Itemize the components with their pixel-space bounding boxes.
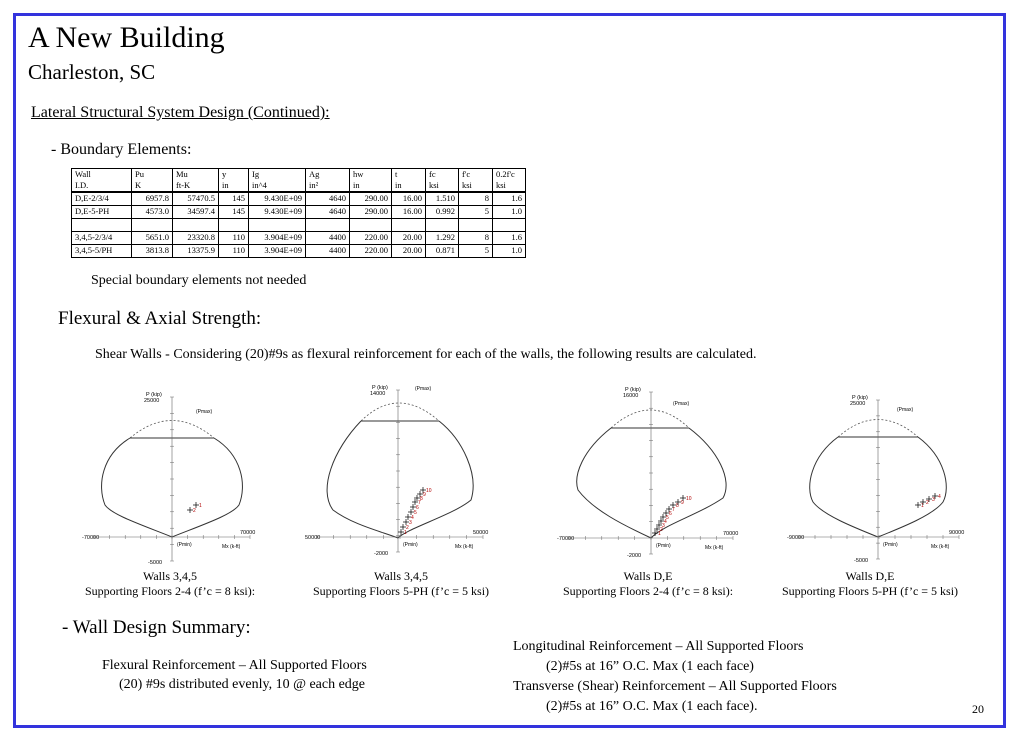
table-cell: 1.6 [493, 232, 526, 245]
table-header-cell [72, 169, 132, 193]
pmin-label: (Pmin) [177, 542, 192, 548]
x-tick-label-right: 70000 [240, 530, 256, 536]
table-cell: 1.6 [493, 192, 526, 206]
table-cell: 3813.8 [132, 245, 173, 258]
y-tick-label-top: 25000 [144, 398, 160, 404]
x-tick-label-left: -90000 [787, 535, 805, 541]
chart-caption-3 [528, 569, 768, 599]
table-header-cell [426, 169, 459, 193]
caption-4-line2: Supporting Floors 5-PH (f’c = 5 ksi) [781, 584, 959, 598]
y-tick-label-top: 16000 [623, 393, 639, 399]
y-axis-label: P (kip) [625, 387, 641, 393]
demand-point-label: 3 [409, 520, 412, 526]
table-cell: 8 [459, 192, 493, 206]
demand-point-label: 1 [199, 503, 202, 509]
table-cell: 1.510 [426, 192, 459, 206]
table-row [72, 192, 526, 206]
y-axis-label: P (kip) [852, 395, 868, 401]
pmin-label: (Pmin) [883, 542, 898, 548]
demand-point-label: 5 [666, 515, 669, 521]
header-unit: ksi [462, 180, 472, 190]
demand-point-label: 9 [423, 492, 426, 498]
table-row [72, 219, 526, 232]
x-axis-label: Mx (k-ft) [931, 544, 950, 550]
demand-point-label: 9 [681, 500, 684, 506]
table-cell: 3,4,5-5/PH [72, 245, 132, 258]
table-header-row [72, 169, 526, 193]
demand-point-label: 5 [414, 510, 417, 516]
flexural-reinforcement [102, 656, 367, 694]
table-header-cell [306, 169, 350, 193]
interaction-diagram-3 [553, 380, 748, 566]
header-name: t [395, 169, 398, 179]
flexural-reinforcement-line2: (20) #9s distributed evenly, 10 @ each edge [119, 677, 366, 692]
chart-caption-4 [750, 569, 990, 599]
table-cell: 34597.4 [173, 206, 219, 219]
interaction-diagram-1 [72, 385, 262, 567]
table-row [72, 206, 526, 219]
table-cell [306, 219, 350, 232]
table-cell: 1.0 [493, 245, 526, 258]
x-tick-label-left: -70000 [82, 535, 100, 541]
table-cell: 110 [219, 245, 249, 258]
table-cell: 13375.9 [173, 245, 219, 258]
header-unit: K [135, 180, 142, 190]
table-cell [493, 219, 526, 232]
table-cell: 4400 [306, 245, 350, 258]
table-cell: 290.00 [350, 192, 392, 206]
table-cell: 20.00 [392, 232, 426, 245]
table-cell: 3,4,5-2/3/4 [72, 232, 132, 245]
table-cell: 6957.8 [132, 192, 173, 206]
interaction-envelope [327, 421, 473, 538]
demand-point-label: 4 [664, 519, 667, 525]
table-header-cell [132, 169, 173, 193]
table-header-cell [173, 169, 219, 193]
y-tick-label-bottom: -5000 [148, 560, 163, 566]
table-header-cell [459, 169, 493, 193]
table-cell: 5 [459, 245, 493, 258]
header-unit: in^4 [252, 180, 267, 190]
demand-point-label: 8 [420, 496, 423, 502]
table-header-cell [493, 169, 526, 193]
table-row [72, 245, 526, 258]
table-cell: 1.292 [426, 232, 459, 245]
y-tick-label-bottom: -2000 [627, 553, 642, 559]
table-cell [173, 219, 219, 232]
demand-point-label: 2 [926, 500, 929, 506]
reinforcement-notes [513, 637, 837, 717]
caption-1-line2: Supporting Floors 2-4 (f’c = 8 ksi): [84, 584, 256, 598]
table-cell: 8 [459, 232, 493, 245]
caption-3-line2: Supporting Floors 2-4 (f’c = 8 ksi): [562, 584, 734, 598]
boundary-elements-label: - Boundary Elements: [51, 141, 192, 158]
y-tick-label-bottom: -2000 [374, 551, 389, 557]
demand-point-label: 2 [193, 508, 196, 514]
header-name: y [222, 169, 227, 179]
pmax-label: (Pmax) [897, 407, 914, 413]
transverse-reinforcement-line2: (2)#5s at 16” O.C. Max (1 each face). [546, 699, 758, 714]
caption-2-line2: Supporting Floors 5-PH (f’c = 5 ksi) [312, 584, 490, 598]
table-row [72, 232, 526, 245]
chart-caption-2 [281, 569, 521, 599]
table-cell: 5651.0 [132, 232, 173, 245]
header-name: hw [353, 169, 364, 179]
demand-point-label: 10 [686, 496, 692, 502]
header-unit: ft-K [176, 180, 191, 190]
caption-2-line1: Walls 3,4,5 [373, 569, 429, 583]
table-cell: D,E-2/3/4 [72, 192, 132, 206]
x-tick-label-right: 70000 [723, 531, 739, 537]
pmax-label: (Pmax) [415, 386, 432, 392]
table-cell: 20.00 [392, 245, 426, 258]
longitudinal-reinforcement-line1: Longitudinal Reinforcement – All Supported Floors [513, 639, 804, 654]
wall-design-summary-heading: - Wall Design Summary: [62, 617, 251, 638]
header-name: 0.2f'c [496, 169, 515, 179]
x-tick-label-left: -70000 [557, 536, 575, 542]
table-cell [459, 219, 493, 232]
table-cell: D,E-5-PH [72, 206, 132, 219]
table-cell: 110 [219, 232, 249, 245]
pmax-label: (Pmax) [673, 401, 690, 407]
demand-point-label: 4 [938, 494, 941, 500]
header-unit: in [222, 180, 229, 190]
table-cell: 23320.8 [173, 232, 219, 245]
demand-point-label: 7 [672, 507, 675, 513]
longitudinal-reinforcement-line2: (2)#5s at 16” O.C. Max (1 each face) [546, 659, 754, 674]
table-cell: 220.00 [350, 245, 392, 258]
x-tick-label-left: 50000 [305, 535, 321, 541]
table-cell: 145 [219, 206, 249, 219]
x-tick-label-right: 90000 [949, 530, 965, 536]
table-cell: 4400 [306, 232, 350, 245]
boundary-elements-table [71, 168, 526, 258]
header-unit: ksi [429, 180, 439, 190]
table-cell: 1.0 [493, 206, 526, 219]
interaction-diagram-4 [783, 387, 973, 567]
table-header-cell [219, 169, 249, 193]
demand-point-label: 3 [662, 523, 665, 529]
table-cell: 4640 [306, 192, 350, 206]
header-name: Ag [309, 169, 320, 179]
interaction-diagram-2 [303, 380, 498, 566]
demand-point-label: 8 [676, 503, 679, 509]
pmax-label: (Pmax) [196, 409, 213, 415]
header-name: Ig [252, 169, 260, 179]
transverse-reinforcement-line1: Transverse (Shear) Reinforcement – All Supported Floors [513, 679, 837, 694]
header-name: f'c [462, 169, 471, 179]
header-unit: in² [309, 180, 319, 190]
table-cell: 9.430E+09 [249, 192, 306, 206]
header-unit: ksi [496, 180, 506, 190]
flexural-heading: Flexural & Axial Strength: [58, 308, 262, 329]
table-header-cell [350, 169, 392, 193]
table-cell [219, 219, 249, 232]
y-tick-label-top: 25000 [850, 401, 866, 407]
table-cell: 0.992 [426, 206, 459, 219]
header-name: Mu [176, 169, 188, 179]
table-cell: 145 [219, 192, 249, 206]
demand-point-label: 2 [406, 525, 409, 531]
page-number: 20 [972, 702, 984, 716]
table-cell: 0.871 [426, 245, 459, 258]
demand-point-label: 4 [411, 515, 414, 521]
y-tick-label-top: 14000 [370, 391, 386, 397]
table-cell: 57470.5 [173, 192, 219, 206]
y-axis-label: P (kip) [372, 385, 388, 391]
demand-point-label: 1 [921, 503, 924, 509]
table-cell: 16.00 [392, 206, 426, 219]
demand-point-label: 6 [416, 505, 419, 511]
caption-4-line1: Walls D,E [845, 569, 895, 583]
section-heading: Lateral Structural System Design (Continued): [31, 104, 330, 121]
table-cell [72, 219, 132, 232]
chart-caption-1 [50, 569, 290, 599]
demand-point-label: 1 [404, 530, 407, 536]
pmax-dashed-curve [611, 410, 689, 428]
header-unit: in [353, 180, 360, 190]
demand-point-label: 2 [660, 527, 663, 533]
slide-subtitle: Charleston, SC [28, 60, 156, 84]
table-header-cell [392, 169, 426, 193]
pmax-dashed-curve [361, 403, 439, 421]
table-cell [249, 219, 306, 232]
slide-title: A New Building [28, 21, 225, 54]
header-name: Pu [135, 169, 144, 179]
pmin-label: (Pmin) [656, 543, 671, 549]
table-cell [392, 219, 426, 232]
table-cell: 290.00 [350, 206, 392, 219]
header-name: fc [429, 169, 436, 179]
table-cell: 3.904E+09 [249, 245, 306, 258]
table-cell [350, 219, 392, 232]
x-tick-label-right: 50000 [473, 530, 489, 536]
table-cell: 16.00 [392, 192, 426, 206]
demand-point-label: 1 [658, 531, 661, 537]
table-cell [132, 219, 173, 232]
caption-3-line1: Walls D,E [623, 569, 673, 583]
table-cell: 4573.0 [132, 206, 173, 219]
table-cell: 5 [459, 206, 493, 219]
caption-1-line1: Walls 3,4,5 [142, 569, 198, 583]
demand-point-label: 6 [669, 511, 672, 517]
x-axis-label: Mx (k-ft) [705, 545, 724, 551]
pmin-label: (Pmin) [403, 542, 418, 548]
shear-walls-text: Shear Walls - Considering (20)#9s as flexural reinforcement for each of the walls, the following results are calculated. [95, 347, 757, 362]
header-unit: I.D. [75, 180, 89, 190]
demand-point-label: 10 [426, 488, 432, 494]
demand-point-label: 3 [932, 497, 935, 503]
x-axis-label: Mx (k-ft) [222, 544, 241, 550]
demand-point-label: 7 [418, 500, 421, 506]
flexural-reinforcement-line1: Flexural Reinforcement – All Supported Floors [102, 658, 367, 673]
header-unit: in [395, 180, 402, 190]
table-cell: 220.00 [350, 232, 392, 245]
table-cell: 9.430E+09 [249, 206, 306, 219]
table-cell: 3.904E+09 [249, 232, 306, 245]
boundary-note: Special boundary elements not needed [91, 273, 307, 288]
y-axis-label: P (kip) [146, 392, 162, 398]
table-cell: 4640 [306, 206, 350, 219]
table-cell [426, 219, 459, 232]
x-axis-label: Mx (k-ft) [455, 544, 474, 550]
y-tick-label-bottom: -5000 [854, 558, 869, 564]
header-name: Wall [75, 169, 91, 179]
table-header-cell [249, 169, 306, 193]
